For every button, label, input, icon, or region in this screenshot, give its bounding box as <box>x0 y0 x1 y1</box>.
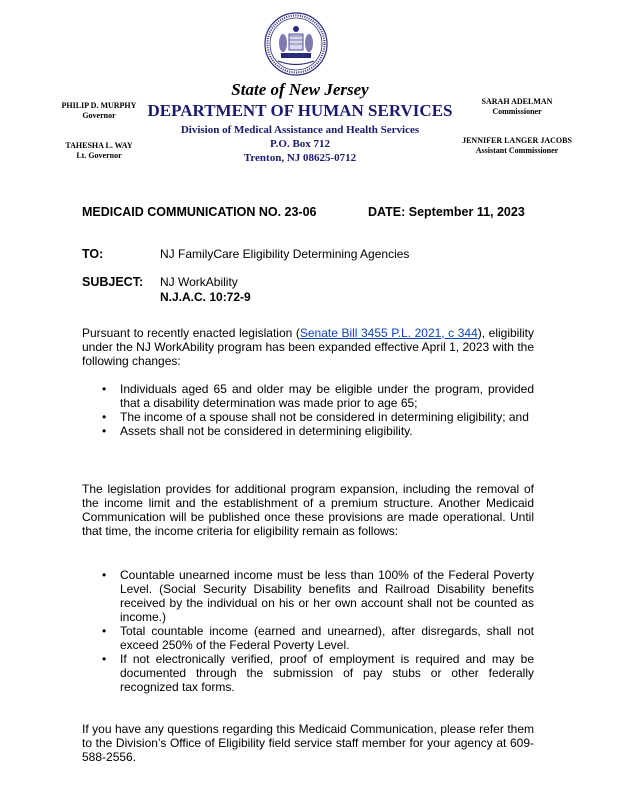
state-seal-icon <box>264 12 328 76</box>
list-item: • Total countable income (earned and unearned), after disregards, shall not exceed 250% of the Federal Poverty Level. <box>102 624 534 652</box>
income-criteria-list <box>98 568 534 694</box>
lt-governor-title: Lt. Governor <box>76 151 122 160</box>
department-name: DEPARTMENT OF HUMAN SERVICES <box>147 101 453 120</box>
communication-number: MEDICAID COMMUNICATION NO. 23-06 <box>82 205 317 219</box>
bullet-icon: • <box>102 424 107 438</box>
assistant-commissioner-title: Assistant Commissioner <box>475 146 559 155</box>
list-item: • Countable unearned income must be less than 100% of the Federal Poverty Level. (Social Security Disability benefits and Railroad Disability benefits received by the individual on his or her own account shall not be counted as income.) <box>102 568 534 624</box>
memo-date: DATE: September 11, 2023 <box>368 205 525 219</box>
state-title: State of New Jersey <box>231 80 369 99</box>
to-label: TO: <box>82 247 104 261</box>
po-box: P.O. Box 712 <box>269 138 331 150</box>
commissioner-title: Commissioner <box>492 107 542 116</box>
bullet-icon: • <box>102 568 107 582</box>
bullet-icon: • <box>102 410 107 424</box>
intro-paragraph <box>82 326 534 368</box>
expansion-paragraph: The legislation provides for additional program expansion, including the removal of the income limit and the establishment of a premium structure. Another Medicaid Communication will be published once these provisions are made operational. Until that time, the income criteria for eligibility remain as follows: <box>82 482 534 538</box>
list-item: • If not electronically verified, proof of employment is required and may be documented through the submission of pay stubs or other federally recognized tax forms. <box>102 652 534 694</box>
commissioner-name: SARAH ADELMAN <box>481 97 553 106</box>
subject-line1: NJ WorkAbility <box>160 275 238 289</box>
list-item: • Assets shall not be considered in determining eligibility. <box>102 424 413 438</box>
list-item: • Individuals aged 65 and older may be eligible under the program, provided that a disability determination was made prior to age 65; <box>102 382 534 410</box>
subject-label: SUBJECT: <box>82 275 144 289</box>
intro-text-after: ), eligibility under the NJ WorkAbility program has been expanded effective April 1, 2023 with the following changes: <box>82 326 534 368</box>
assistant-commissioner-name: JENNIFER LANGER JACOBS <box>462 136 572 145</box>
governor-title: Governor <box>82 111 116 120</box>
list-item: • The income of a spouse shall not be considered in determining eligibility; and <box>102 410 529 424</box>
division-name: Division of Medical Assistance and Health Services <box>180 124 420 136</box>
contact-paragraph: If you have any questions regarding this Medicaid Communication, please refer them to the Division’s Office of Eligibility field service staff member for your agency at 609-588-2556. <box>82 722 534 764</box>
bullet-icon: • <box>102 652 107 666</box>
governor-name: PHILIP D. MURPHY <box>61 101 137 110</box>
lt-governor-name: TAHESHA L. WAY <box>65 141 133 150</box>
bullet-icon: • <box>102 382 107 396</box>
changes-list <box>98 382 534 438</box>
city-address: Trenton, NJ 08625-0712 <box>243 152 357 164</box>
to-value: NJ FamilyCare Eligibility Determining Agencies <box>160 247 410 261</box>
senate-bill-link[interactable]: Senate Bill 3455 P.L. 2021, c 344 <box>299 326 478 340</box>
bullet-icon: • <box>102 624 107 638</box>
intro-text-before: Pursuant to recently enacted legislation ( <box>82 326 300 340</box>
subject-line2: N.J.A.C. 10:72-9 <box>160 290 251 304</box>
